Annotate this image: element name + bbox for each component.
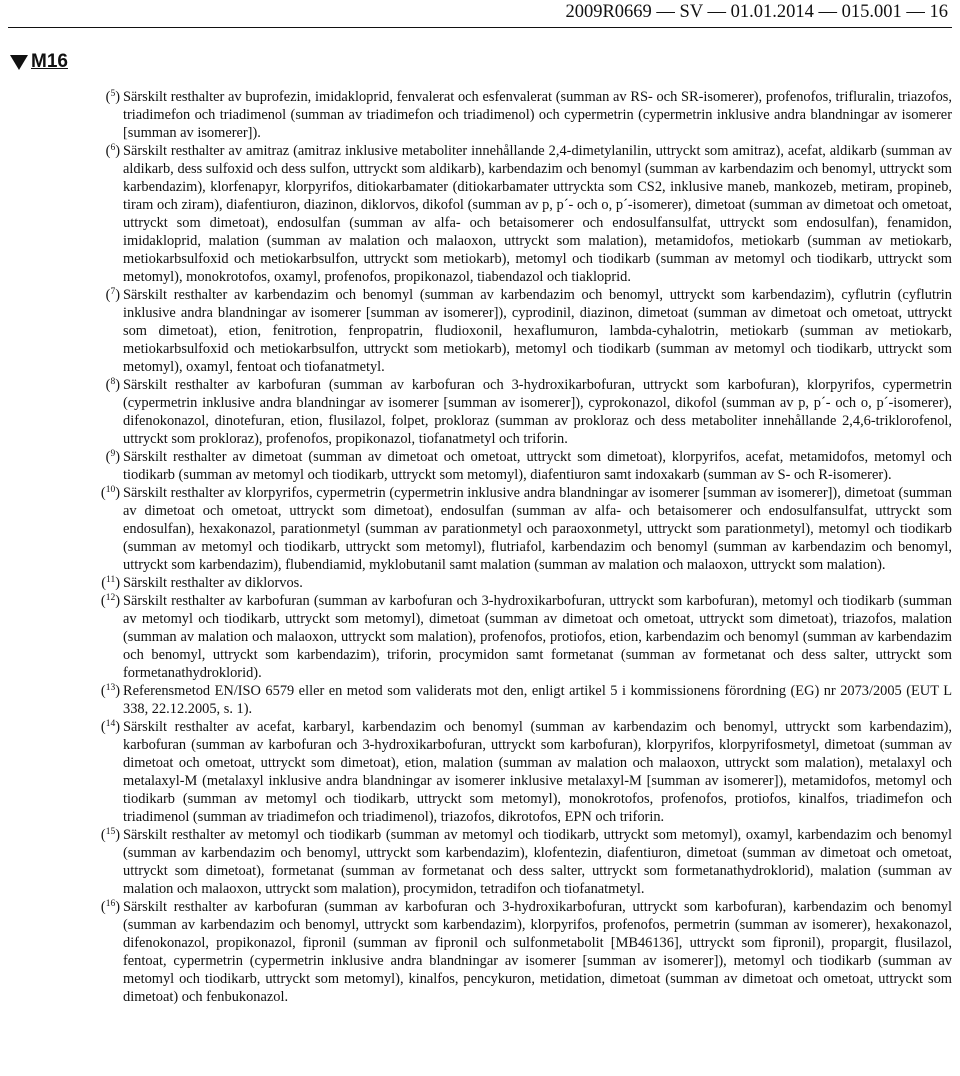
page-header — [565, 0, 948, 24]
footnote-text: Särskilt resthalter av diklorvos. — [123, 575, 303, 591]
footnote-number: ($^{11}$) — [101, 575, 120, 591]
footnote-number: ($^{14}$) — [100, 719, 120, 735]
footnote-text: Särskilt resthalter av karbendazim och benomyl (summan av karbendazim och benomyl, uttryckt som karbendazim), cyflutrin (cyflutrin inklusive andra blandningar av isomerer [summan av isomerer]), cyprodinil, diazinon, dimetoat (summan av dimetoat och ometoat, uttryckt som dimetoat), etion, fenitrotion, fenpropatrin, fludioxonil, hexaflumuron, lambda-cyhalotrin, metiokarb (summan av metiokarb, metiokarbsulfoxid och metiokarbsulfon, uttryckt som metiokarb), metomyl och tiodikarb (summan av metomyl och tiodikarb, uttryckt som metomyl), oxamyl, fentoat och tiofanatmetyl. — [123, 287, 952, 375]
footnote-number: ($^9$) — [105, 449, 120, 465]
footnote-text: Särskilt resthalter av dimetoat (summan av dimetoat och ometoat, uttryckt som dimetoat), klorpyrifos, acefat, metamidofos, metomyl och tiodikarb (summan av metomyl och tiodikarb, uttryckt som metomyl), diafentiuron samt indoxakarb (summan av S- och R-isomerer). — [123, 449, 952, 483]
footnote-number: ($^{10}$) — [100, 485, 120, 501]
footnote-text: Särskilt resthalter av karbofuran (summan av karbofuran och 3-hydroxikarbofuran, uttryckt som karbofuran), metomyl och tiodikarb (summan av metomyl och tiodikarb, uttryckt som metomyl), dimetoat (summan av dimetoat och ometoat, uttryckt som dimetoat), triazofos, malation (summan av malation och malaoxon, uttryckt som malation), profenofos, protiofos, etion, karbendazim och benomyl (summan av karbendazim och benomyl, uttryckt som karbendazim), triforin, procymidon samt formetanat (summan av formetanat och dess salter, uttryckt som formetanathydroklorid). — [123, 593, 952, 681]
footnote-item — [0, 286, 960, 376]
footnote-text: Särskilt resthalter av karbofuran (summan av karbofuran och 3-hydroxikarbofuran, uttryckt som karbofuran), karbendazim och benomyl (summan av karbendazim och benomyl, uttryckt som karbendazim), klorpyrifos, profenofos, permetrin (summan av isomerer), hexakonazol, difenokonazol, propikonazol, fipronil (summan av fipronil och sulfonmetabolit [MB46136], uttryckt som fipronil), propargit, flusilazol, fentoat, cypermetrin (cypermetrin inklusive andra blandningar av isomerer [summan av isomerer]), metomyl och tiodikarb (summan av metomyl och tiodikarb, uttryckt som metomyl), kinalfos, pencykuron, metidation, dimetoat (summan av dimetoat och ometoat, uttryckt som dimetoat) och fenbukonazol. — [123, 899, 952, 1005]
header-divider — [8, 27, 952, 28]
footnote-item — [0, 682, 960, 718]
footnote-list — [0, 88, 960, 1006]
footnote-text: Särskilt resthalter av klorpyrifos, cypermetrin (cypermetrin inklusive andra blandningar av isomerer [summan av isomerer]), dimetoat (summan av dimetoat och ometoat, uttryckt som dimetoat), endosulfan (summan av alfa- och betaisomerer och endosulfansulfat, uttryckt som endosulfan), hexakonazol, parationmetyl (summan av parationmetyl och paraoxonmetyl, uttryckt som parationmetyl), metomyl och tiodikarb (summan av metomyl och tiodikarb, uttryckt som metomyl), flutriafol, karbendazim och benomyl (summan av karbendazim och benomyl, uttryckt som karbendazim), flubendiamid, myklobutanil samt malation (summan av malation och malaoxon, uttryckt som malation). — [123, 485, 952, 573]
footnote-item — [0, 88, 960, 142]
amendment-marker — [10, 51, 68, 73]
footnote-text: Särskilt resthalter av metomyl och tiodikarb (summan av metomyl och tiodikarb, uttryckt som metomyl), oxamyl, karbendazim och benomyl (summan av karbendazim och benomyl, uttryckt som karbendazim), klofentezin, diafentiuron, dimetoat (summan av dimetoat och ometoat, uttryckt som dimetoat), formetanat (summan av formetanat och dess salter, uttryckt som formetanathydroklorid), malation (summan av malation och malaoxon, uttryckt som malation), procymidon, tetradifon och tiofanatmetyl. — [123, 827, 952, 897]
footnote-item — [0, 448, 960, 484]
footnote-item — [0, 592, 960, 682]
footnote-text: Särskilt resthalter av karbofuran (summan av karbofuran och 3-hydroxikarbofuran, uttryckt som karbofuran), klorpyrifos, cypermetrin (cypermetrin inklusive andra blandningar av isomerer [summan av isomerer]), cyprokonazol, dikofol (summan av p, p´- och o, p´-isomerer), difenokonazol, dinotefuran, etion, flusilazol, folpet, prokloraz (summan av prokloraz och dess metaboliter innehållande 2,4,6-triklorofenol, uttryckt som prokloraz), profenofos, propikonazol, tiofanatmetyl och triforin. — [123, 377, 952, 447]
footnote-item — [0, 898, 960, 1006]
header-text: 2009R0669 — SV — 01.01.2014 — 015.001 — 16 — [565, 2, 948, 22]
footnote-number: ($^7$) — [105, 287, 120, 303]
footnote-item — [0, 826, 960, 898]
amendment-label: M16 — [31, 51, 68, 72]
footnote-item — [0, 376, 960, 448]
footnote-number: ($^{12}$) — [100, 593, 120, 609]
footnote-item — [0, 142, 960, 286]
footnote-item — [0, 718, 960, 826]
footnote-text: Referensmetod EN/ISO 6579 eller en metod som validerats mot den, enligt artikel 5 i kommissionens förordning (EG) nr 2073/2005 (EUT L 338, 22.12.2005, s. 1). — [123, 683, 952, 717]
footnote-item — [0, 574, 960, 592]
footnote-number: ($^{15}$) — [100, 827, 120, 843]
footnote-number: ($^5$) — [105, 89, 120, 105]
footnote-text: Särskilt resthalter av amitraz (amitraz inklusive metaboliter innehållande 2,4-dimetylanilin, uttryckt som amitraz), acefat, aldikarb (summan av aldikarb, dess sulfoxid och dess sulfon, uttryckt som aldikarb), karbendazim och benomyl (summan av karbendazim och benomyl, uttryckt som karbendazim), klorfenapyr, klorpyrifos, ditiokarbamater (ditiokarbamater uttryckta som CS2, inklusive maneb, mankozeb, metiram, propineb, tiram och ziram), diafentiuron, diazinon, diklorvos, dikofol (summan av p, p´- och o, p´-isomerer), dimetoat (summan av dimetoat och ometoat, uttryckt som dimetoat), endosulfan (summan av alfa- och betaisomerer och endosulfansulfat, uttryckt som endosulfan), fenamidon, imidakloprid, malation (summan av malation och malaoxon, uttryckt som malation), metamidofos, metiokarb (summan av metiokarb, metiokarbsulfoxid och metiokarbsulfon, uttryckt som metiokarb), metomyl och tiodikarb (summan av metomyl och tiodikarb, uttryckt som metomyl), monokrotofos, oxamyl, profenofos, propikonazol, tiabendazol och tiakloprid. — [123, 143, 952, 285]
footnote-number: ($^8$) — [105, 377, 120, 393]
footnote-number: ($^{13}$) — [100, 683, 120, 699]
footnote-number: ($^{16}$) — [100, 899, 120, 915]
triangle-down-icon — [10, 55, 28, 70]
footnote-number: ($^6$) — [105, 143, 120, 159]
footnote-text: Särskilt resthalter av buprofezin, imidakloprid, fenvalerat och esfenvalerat (summan av RS- och SR-isomerer), profenofos, trifluralin, triazofos, triadimefon och triadimenol (summan av triadimefon och triadimenol) och cypermetrin (cypermetrin inklusive andra blandningar av isomerer [summan av isomerer]). — [123, 89, 952, 141]
footnote-text: Särskilt resthalter av acefat, karbaryl, karbendazim och benomyl (summan av karbendazim och benomyl, uttryckt som karbendazim), karbofuran (summan av karbofuran och 3-hydroxikarbofuran, uttryckt som karbofuran), klorpyrifos, klorpyrifosmetyl, dimetoat (summan av dimetoat och ometoat, uttryckt som dimetoat), etion, malation (summan av malation och malaoxon, uttryckt som malation), metalaxyl och metalaxyl-M (metalaxyl inklusive andra blandningar av isomerer inklusive metalaxyl-M [summan av isomerer]), metamidofos, metomyl och tiodikarb (summan av metomyl och tiodikarb, uttryckt som metomyl), monokrotofos, profenofos, protiofos, kinalfos, triadimefon och triadimenol (summan av triadimefon och triadimenol), triazofos, dikrotofos, EPN och triforin. — [123, 719, 952, 825]
footnote-item — [0, 484, 960, 574]
